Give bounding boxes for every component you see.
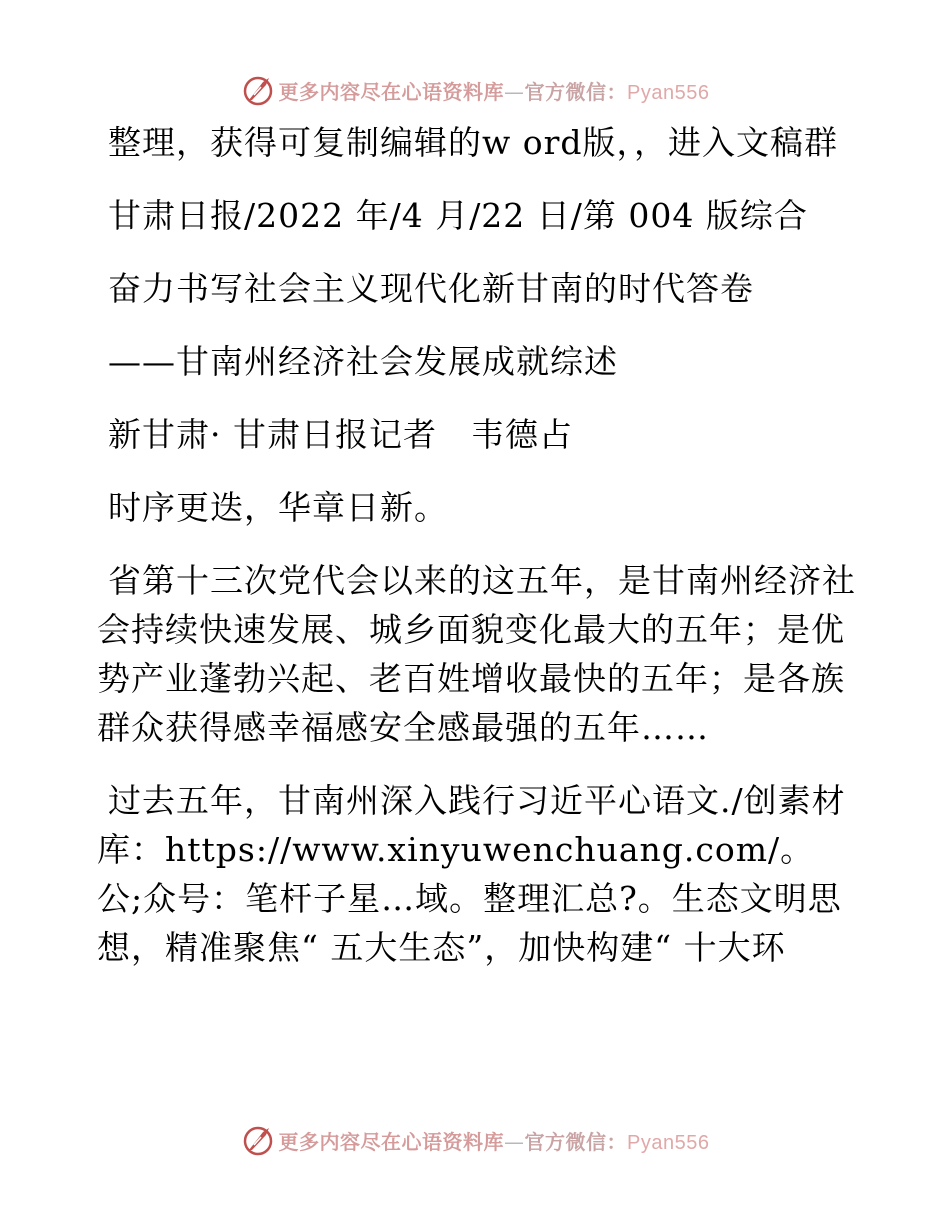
- banner-dash: —: [504, 1129, 525, 1154]
- quill-logo-icon: [241, 1123, 275, 1157]
- banner-official: 官方微信：: [524, 1129, 628, 1154]
- paragraph-intro: 整理，获得可复制编辑的w ord版，，进入文稿群: [108, 123, 839, 162]
- banner-handle: Pyan556: [627, 1131, 710, 1154]
- banner-text: [279, 1126, 710, 1155]
- paragraph-body-1: 省第十三次党代会以来的这五年，是甘南州经济社会持续快速发展、城乡面貌变化最大的五年；是优势产业蓬勃兴起、老百姓增收最快的五年；是各族群众获得感幸福感安全感最强的五年……: [97, 561, 856, 747]
- document-body: [97, 118, 857, 996]
- article-byline: 新甘肃· 甘肃日报记者 韦德占: [108, 415, 573, 454]
- quill-logo-icon: [241, 73, 275, 107]
- paragraph-source: 甘肃日报/2022 年/4 月/22 日/第 004 版综合: [108, 196, 808, 235]
- article-title: 奋力书写社会主义现代化新甘南的时代答卷: [108, 269, 754, 308]
- banner-text: [279, 76, 710, 105]
- paragraph-body-2: 过去五年，甘南州深入践行习近平心语文./创素材库：https://www.xinyuwenchuang.com/。公;众号：笔杆子星…域。整理汇总?。生态文明思想，精准聚焦“ 五大生态”，加快构建“ 十大环: [97, 781, 846, 967]
- footer-banner: [0, 1120, 950, 1160]
- paragraph-lead: 时序更迭，华章日新。: [108, 488, 448, 527]
- banner-dash: —: [504, 79, 525, 104]
- header-banner: [0, 70, 950, 110]
- banner-brand: 更多内容尽在心语资料库: [278, 79, 505, 104]
- article-subtitle: ——甘南州经济社会发展成就综述: [108, 342, 618, 381]
- banner-brand: 更多内容尽在心语资料库: [278, 1129, 505, 1154]
- banner-official: 官方微信：: [524, 79, 628, 104]
- banner-handle: Pyan556: [627, 81, 710, 104]
